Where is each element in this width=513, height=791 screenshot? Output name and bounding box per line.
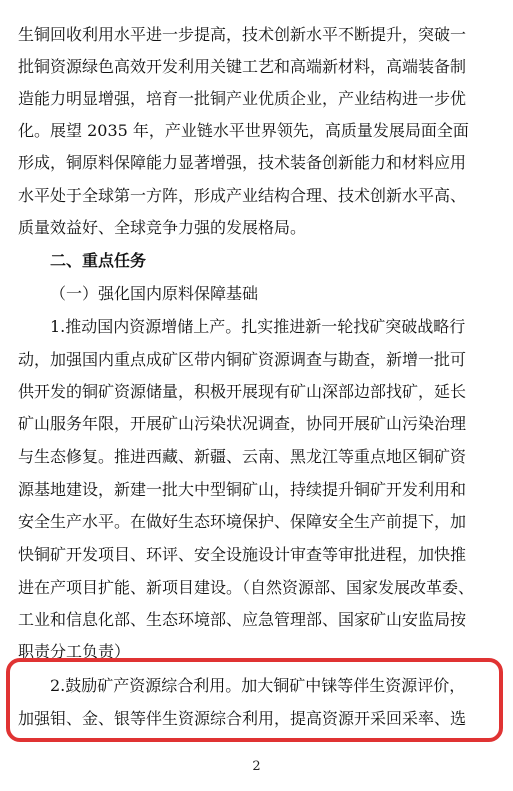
text-line: 形成，铜原料保障能力显著增强，技术装备创新能力和材料应用: [18, 153, 467, 172]
section-heading: 二、重点任务: [50, 251, 147, 270]
text-line: 安全生产水平。在做好生态环境保护、保障安全生产前提下，加: [18, 512, 467, 531]
text-line: 质量效益好、全球竞争力强的发展格局。: [18, 218, 307, 237]
text-line: 与生态修复。推进西藏、新疆、云南、黑龙江等重点地区铜矿资: [18, 447, 467, 466]
text-line: 水平处于全球第一方阵，形成产业结构合理、技术创新水平高、: [18, 186, 467, 205]
text-line: 造能力明显增强，培育一批铜产业优质企业，产业结构进一步优: [18, 89, 467, 108]
page-number: 2: [252, 759, 261, 774]
text-line: 进在产项目扩能、新项目建设。（自然资源部、国家发展改革委、: [18, 578, 475, 597]
text-line: 工业和信息化部、生态环境部、应急管理部、国家矿山安监局按: [18, 610, 467, 629]
highlighted-paragraph-start-line: 2.鼓励矿产资源综合利用。加大铜矿中铼等伴生资源评价，: [50, 676, 466, 695]
text-line: 职责分工负责）: [18, 642, 131, 661]
text-line: 快铜矿开发项目、环评、安全设施设计审查等审批进程，加快推: [18, 545, 467, 564]
text-line: 源基地建设，新建一批大中型铜矿山，持续提升铜矿开发利用和: [18, 480, 467, 499]
text-line: 化。展望 2035 年，产业链水平世界领先，高质量发展局面全面: [18, 121, 469, 140]
text-line: 批铜资源绿色高效开发利用关键工艺和高端新材料，高端装备制: [18, 57, 467, 76]
subsection-heading: （一）强化国内原料保障基础: [50, 284, 259, 303]
text-line: 动，加强国内重点成矿区带内铜矿资源调查与勘查，新增一批可: [18, 350, 467, 369]
text-line: 矿山服务年限，开展矿山污染状况调查，协同开展矿山污染治理: [18, 414, 467, 433]
text-line: 供开发的铜矿资源储量，积极开展现有矿山深部边部找矿，延长: [18, 382, 467, 401]
paragraph-start-line: 1.推动国内资源增储上产。扎实推进新一轮找矿突破战略行: [50, 317, 466, 336]
text-line: 生铜回收利用水平进一步提高，技术创新水平不断提升，突破一: [18, 25, 467, 44]
highlighted-text-line: 加强钼、金、银等伴生资源综合利用，提高资源开采回采率、选: [18, 709, 467, 728]
